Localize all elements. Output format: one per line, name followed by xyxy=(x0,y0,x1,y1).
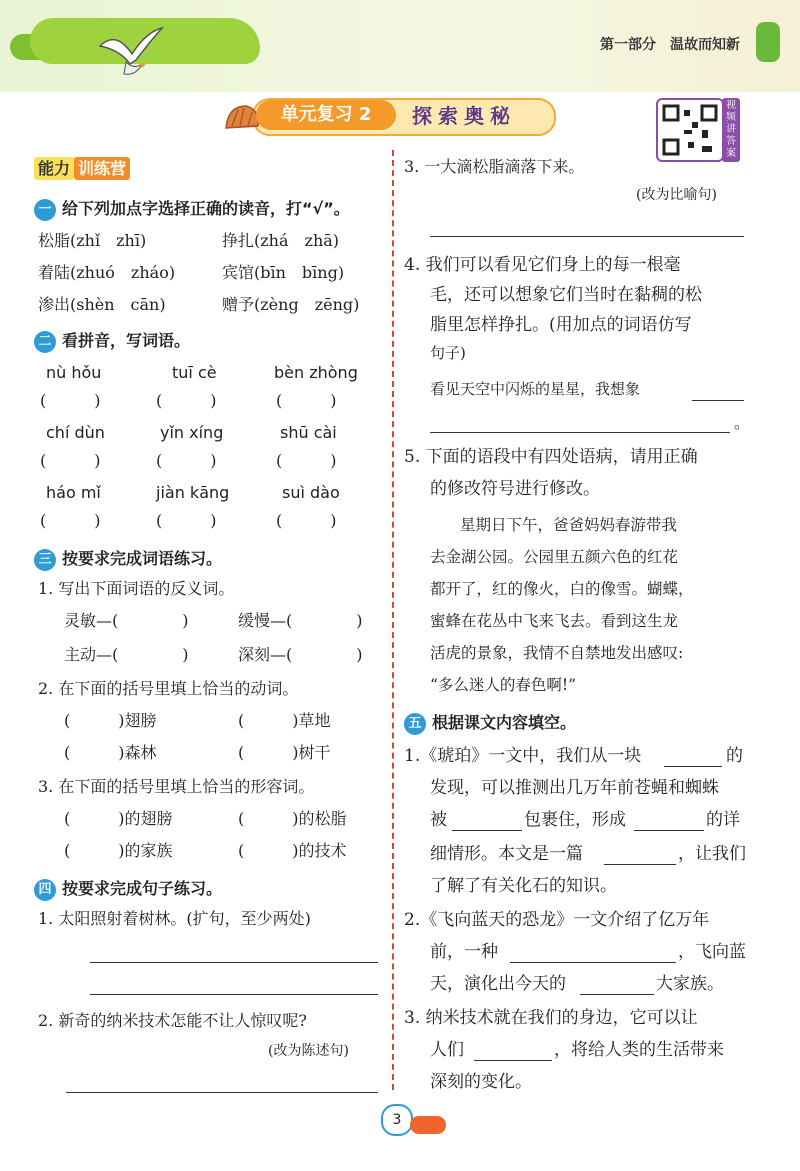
column-divider xyxy=(392,150,394,1090)
adjective-blank[interactable]: ( )的家族 xyxy=(64,841,173,860)
section-1-heading xyxy=(34,196,350,221)
answer-line[interactable] xyxy=(90,962,378,963)
pinyin: shū cài xyxy=(280,423,337,442)
answer-line[interactable] xyxy=(510,962,676,963)
pronunciation-item[interactable]: 宾馆(bīn bīng) xyxy=(222,263,345,282)
adjective-blank[interactable]: ( )的技术 xyxy=(238,841,347,860)
pinyin: suì dào xyxy=(282,483,340,502)
question: 2. 新奇的纳米技术怎能不让人惊叹呢? xyxy=(38,1011,307,1030)
question: 的修改符号进行修改。 xyxy=(430,479,600,499)
question-fragment: 大家族。 xyxy=(656,974,724,994)
section-title: 根据课文内容填空。 xyxy=(432,713,577,732)
verb-blank[interactable]: ( )草地 xyxy=(238,711,331,730)
adjective-blank[interactable]: ( )的松脂 xyxy=(238,809,347,828)
paragraph-line: “多么迷人的春色啊!” xyxy=(430,676,577,694)
pronunciation-item[interactable]: 渗出(shèn cān) xyxy=(38,295,166,314)
question-fragment: ，将给人类的生活带来 xyxy=(554,1040,724,1060)
period: 。 xyxy=(734,413,751,432)
example-sentence: 看见天空中闪烁的星星，我想象 xyxy=(430,380,641,398)
pinyin: nù hǒu xyxy=(46,363,102,382)
qr-label: 视频讲答案 xyxy=(722,98,740,162)
paragraph-line: 星期日下午，爸爸妈妈春游带我 xyxy=(460,516,678,534)
paragraph-line: 活虎的景象，我情不自禁地发出感叹: xyxy=(430,644,684,662)
badge-part-b: 训练营 xyxy=(74,157,130,180)
pronunciation-item[interactable]: 松脂(zhǐ zhī) xyxy=(38,231,147,250)
qr-code[interactable] xyxy=(656,98,724,162)
pinyin: chí dùn xyxy=(46,423,105,442)
answer-blank[interactable]: ( ) xyxy=(276,391,337,410)
page-number: 3 xyxy=(381,1104,413,1136)
answer-line[interactable] xyxy=(604,864,676,865)
question-note: (改为比喻句) xyxy=(636,187,717,203)
section-title: 按要求完成词语练习。 xyxy=(62,549,223,568)
answer-blank[interactable]: ( ) xyxy=(40,451,101,470)
answer-blank[interactable]: ( ) xyxy=(276,511,337,530)
title-unit: 单元复习 2 xyxy=(256,100,396,130)
question-fragment: 包裹住，形成 xyxy=(524,810,626,830)
section-number: 五 xyxy=(404,713,426,735)
antonym-blank[interactable]: 灵敏—( ) xyxy=(64,611,189,630)
answer-blank[interactable]: ( ) xyxy=(156,451,217,470)
answer-line[interactable] xyxy=(580,994,654,995)
answer-line[interactable] xyxy=(664,766,722,767)
question-fragment: 人们 xyxy=(430,1040,464,1060)
section-title: 看拼音，写词语。 xyxy=(62,331,191,350)
section-number: 一 xyxy=(34,199,56,221)
question-fragment: 天，演化出今天的 xyxy=(430,974,566,994)
question: 3. 在下面的括号里填上恰当的形容词。 xyxy=(38,777,315,796)
answer-line[interactable] xyxy=(692,400,744,401)
pinyin: bèn zhòng xyxy=(274,363,358,382)
question: 5. 下面的语段中有四处语病，请用正确 xyxy=(404,447,698,467)
answer-blank[interactable]: ( ) xyxy=(40,511,101,530)
pinyin: jiàn kāng xyxy=(156,483,230,502)
verb-blank[interactable]: ( )翅膀 xyxy=(64,711,157,730)
question: 了解了有关化石的知识。 xyxy=(430,876,617,896)
pronunciation-item[interactable]: 挣扎(zhá zhā) xyxy=(222,231,340,250)
question-fragment: 前，一种 xyxy=(430,942,498,962)
verb-blank[interactable]: ( )森林 xyxy=(64,743,157,762)
question-fragment: ，飞向蓝 xyxy=(678,942,746,962)
question: 1. 写出下面词语的反义词。 xyxy=(38,579,235,598)
pinyin: háo mǐ xyxy=(46,483,101,502)
section-number: 四 xyxy=(34,879,56,901)
section-number: 三 xyxy=(34,549,56,571)
question-note: (改为陈述句) xyxy=(268,1043,349,1059)
question: 毛，还可以想象它们当时在黏稠的松 xyxy=(430,285,702,305)
pronunciation-item[interactable]: 赠予(zèng zēng) xyxy=(222,295,360,314)
question: 1.《琥珀》一文中，我们从一块 xyxy=(404,746,642,766)
header-section: 第一部分 温故而知新 xyxy=(600,37,740,53)
antonym-blank[interactable]: 缓慢—( ) xyxy=(238,611,363,630)
question-fragment: 的详 xyxy=(706,810,740,830)
section-4-heading xyxy=(34,876,222,901)
question: 3. 纳米技术就在我们的身边，它可以让 xyxy=(404,1008,698,1028)
question: 2. 在下面的括号里填上恰当的动词。 xyxy=(38,679,299,698)
qr-code-icon xyxy=(658,100,722,160)
paragraph-line: 蜜蜂在花丛中飞来飞去。看到这生龙 xyxy=(430,612,679,630)
answer-blank[interactable]: ( ) xyxy=(156,511,217,530)
answer-line[interactable] xyxy=(634,830,704,831)
section-5-heading xyxy=(404,710,576,735)
question-fragment: 的 xyxy=(726,746,743,766)
question: 1. 太阳照射着树林。(扩句，至少两处) xyxy=(38,909,311,928)
section-title: 按要求完成句子练习。 xyxy=(62,879,223,898)
pinyin: tuī cè xyxy=(172,363,217,382)
submarine-icon xyxy=(410,1116,446,1134)
top-banner xyxy=(0,0,800,92)
paragraph-line: 去金湖公园。公园里五颜六色的红花 xyxy=(430,548,679,566)
section-number: 二 xyxy=(34,331,56,353)
antonym-blank[interactable]: 主动—( ) xyxy=(64,645,189,664)
question: 发现，可以推测出几万年前苍蝇和蜘蛛 xyxy=(430,778,719,798)
question-fragment: 细情形。本文是一篇 xyxy=(430,844,583,864)
antonym-blank[interactable]: 深刻—( ) xyxy=(238,645,363,664)
answer-blank[interactable]: ( ) xyxy=(40,391,101,410)
question: 2.《飞向蓝天的恐龙》一文介绍了亿万年 xyxy=(404,910,710,930)
answer-line[interactable] xyxy=(452,830,522,831)
answer-blank[interactable]: ( ) xyxy=(156,391,217,410)
answer-line[interactable] xyxy=(430,432,730,433)
answer-blank[interactable]: ( ) xyxy=(276,451,337,470)
pronunciation-item[interactable]: 着陆(zhuó zháo) xyxy=(38,263,176,282)
seagull-icon xyxy=(96,24,166,84)
question: 句子) xyxy=(430,344,466,362)
answer-line[interactable] xyxy=(66,1092,378,1093)
question: 深刻的变化。 xyxy=(430,1072,532,1092)
section-title: 给下列加点字选择正确的读音，打“√”。 xyxy=(62,199,350,218)
answer-line[interactable] xyxy=(430,236,744,237)
pinyin: yǐn xíng xyxy=(160,423,224,442)
title-theme: 探索奥秘 xyxy=(412,104,516,128)
question: 4. 我们可以看见它们身上的每一根毫 xyxy=(404,255,681,275)
question: 脂里怎样挣扎。(用加点的词语仿写 xyxy=(430,315,692,335)
answer-line[interactable] xyxy=(474,1060,552,1061)
paragraph-line: 都开了，红的像火，白的像雪。蝴蝶， xyxy=(430,580,694,598)
question-fragment: 被 xyxy=(430,810,447,830)
adjective-blank[interactable]: ( )的翅膀 xyxy=(64,809,173,828)
badge-part-a: 能力 xyxy=(34,157,74,180)
answer-line[interactable] xyxy=(90,994,378,995)
header-decoration xyxy=(756,22,780,62)
section-3-heading xyxy=(34,546,222,571)
question: 3. 一大滴松脂滴落下来。 xyxy=(404,157,585,176)
section-badge xyxy=(34,156,130,180)
verb-blank[interactable]: ( )树干 xyxy=(238,743,331,762)
section-2-heading xyxy=(34,328,190,353)
unit-title xyxy=(222,98,562,134)
question-fragment: ，让我们 xyxy=(678,844,746,864)
